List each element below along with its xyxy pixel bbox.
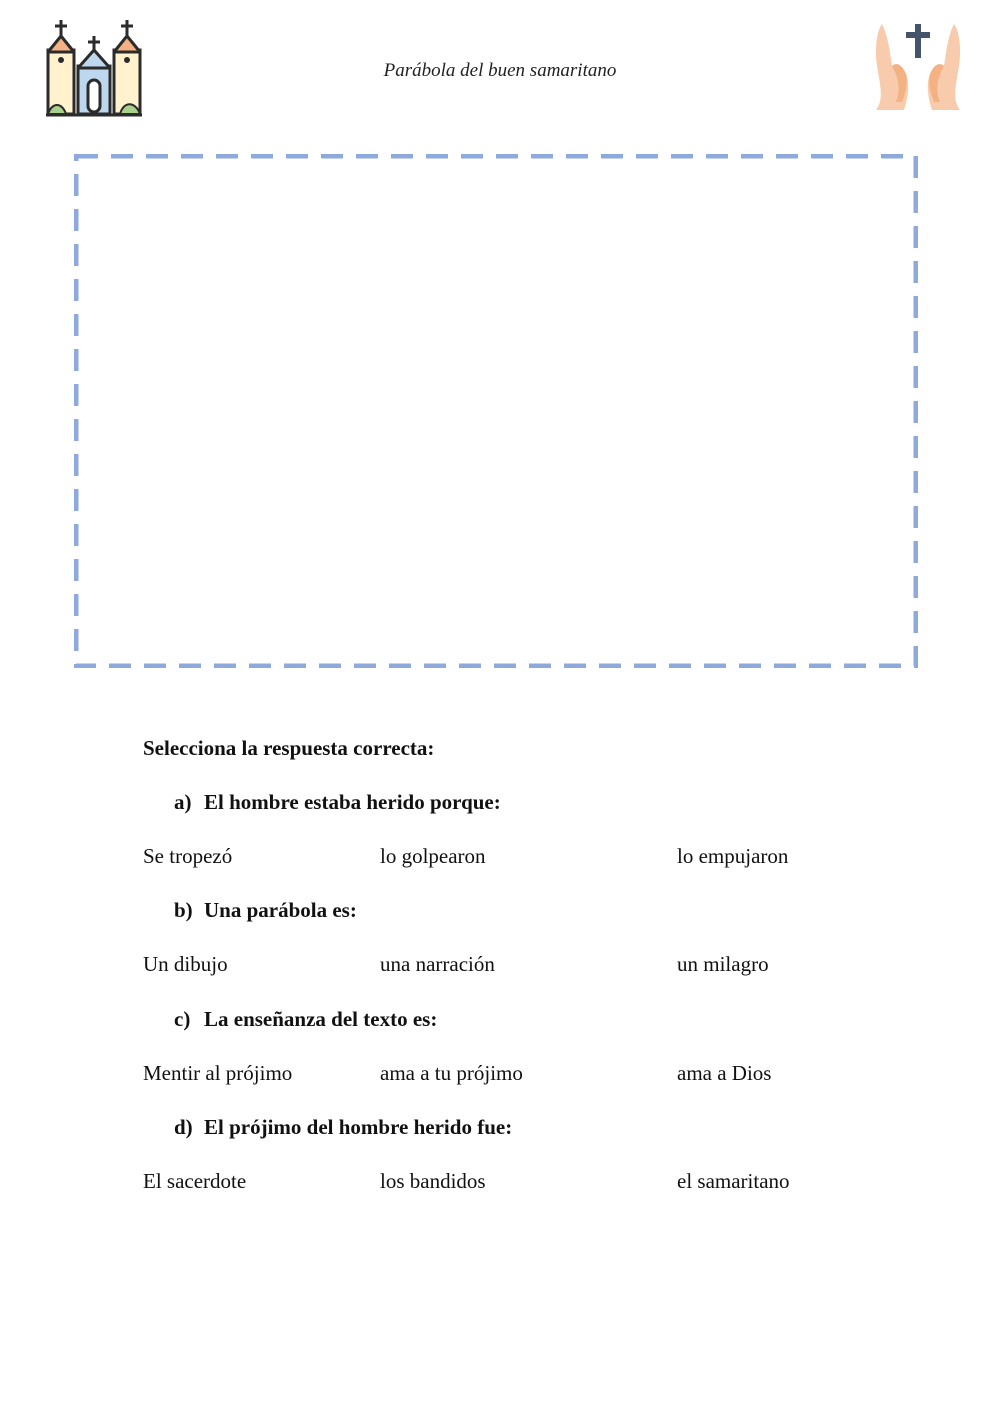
question-letter: c) <box>174 1007 191 1031</box>
praying-hands-cross-icon <box>872 22 964 112</box>
answer-option[interactable]: un milagro <box>677 952 769 976</box>
question-letter: a) <box>174 790 192 814</box>
instruction-heading: Selecciona la respuesta correcta: <box>143 736 435 760</box>
answer-option[interactable]: El sacerdote <box>143 1169 247 1193</box>
question-c <box>174 1007 437 1032</box>
answer-option[interactable]: lo golpearon <box>380 844 486 868</box>
answer-option[interactable]: Se tropezó <box>143 844 233 868</box>
document-title: Parábola del buen samaritano <box>383 60 617 81</box>
question-text: El hombre estaba herido porque: <box>204 790 501 814</box>
answer-option[interactable]: el samaritano <box>677 1169 790 1193</box>
drawing-area <box>74 154 918 668</box>
answer-option[interactable]: ama a tu prójimo <box>380 1061 523 1085</box>
question-a <box>174 790 501 815</box>
question-b <box>174 898 357 923</box>
question-text: La enseñanza del texto es: <box>204 1007 438 1031</box>
answer-option[interactable]: una narración <box>380 952 495 976</box>
question-letter: d) <box>174 1115 193 1139</box>
answer-option[interactable]: ama a Dios <box>677 1061 772 1085</box>
question-d <box>174 1115 512 1140</box>
answer-option[interactable]: Mentir al prójimo <box>143 1061 293 1085</box>
question-text: El prójimo del hombre herido fue: <box>204 1115 513 1139</box>
answer-option[interactable]: los bandidos <box>380 1169 486 1193</box>
answer-option[interactable]: lo empujaron <box>677 844 789 868</box>
question-letter: b) <box>174 898 193 922</box>
answer-option[interactable]: Un dibujo <box>143 952 228 976</box>
question-text: Una parábola es: <box>204 898 357 922</box>
